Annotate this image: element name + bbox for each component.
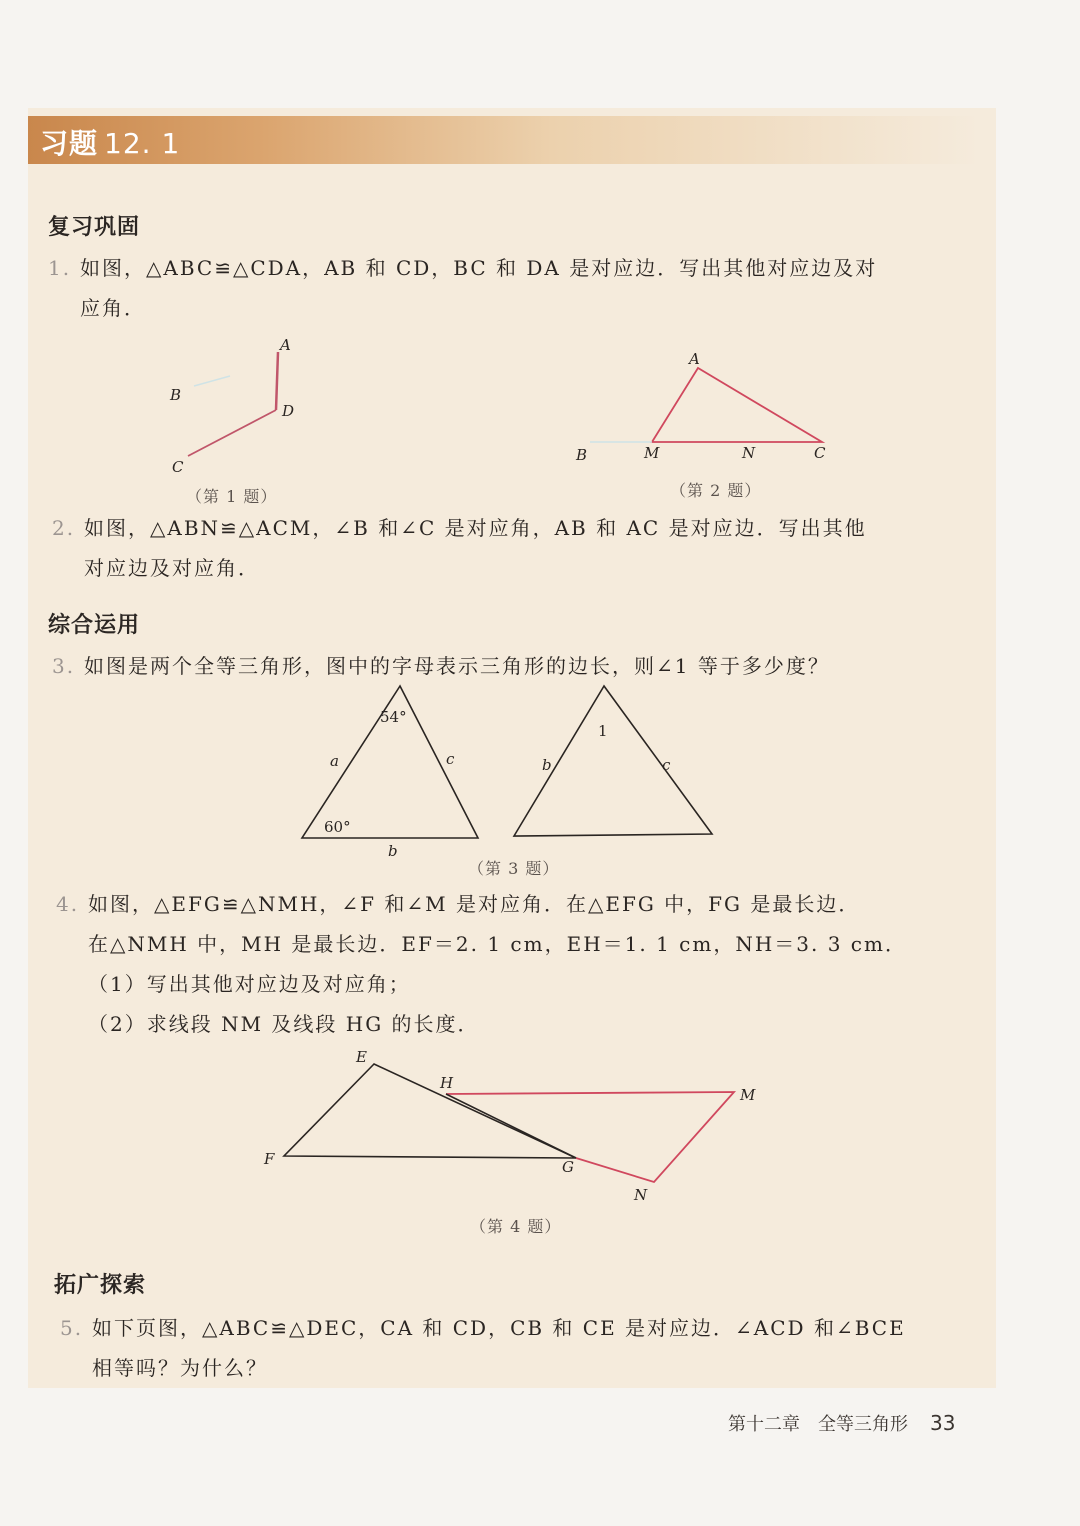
- label-b: B: [170, 386, 182, 404]
- question-number: 3.: [52, 654, 76, 678]
- figure-3: [290, 678, 730, 858]
- sub-question-1: （1）写出其他对应边及对应角；: [88, 972, 411, 996]
- triangle-efg: [284, 1064, 576, 1158]
- label-e: E: [356, 1048, 367, 1066]
- side-a: a: [330, 752, 339, 770]
- label-m: M: [740, 1086, 756, 1104]
- angle-60: 60°: [324, 818, 351, 836]
- question-number: 4.: [56, 892, 80, 916]
- segment-hg: [446, 1094, 576, 1158]
- segment-ba-faint: [194, 376, 230, 386]
- question-text-cont: 相等吗？为什么？: [92, 1356, 268, 1380]
- angle-54: 54°: [380, 708, 407, 726]
- figure-2-caption: （第 2 题）: [670, 481, 762, 500]
- label-c: C: [814, 444, 826, 462]
- question-text: 如图，△ABN≌△ACM，∠B 和∠C 是对应角，AB 和 AC 是对应边．写出其他: [84, 516, 867, 540]
- label-f: F: [264, 1150, 275, 1168]
- label-n: N: [742, 444, 756, 462]
- side-c-right: c: [662, 756, 671, 774]
- label-m: M: [644, 444, 660, 462]
- question-4: [56, 884, 907, 1044]
- question-number: 5.: [60, 1316, 84, 1340]
- question-text-cont: 应角．: [80, 296, 146, 320]
- figure-4-caption: （第 4 题）: [470, 1217, 562, 1236]
- page-number: 33: [930, 1411, 956, 1435]
- chapter-title: 全等三角形: [818, 1414, 908, 1435]
- figure-1-caption: （第 1 题）: [186, 487, 278, 506]
- question-5: [60, 1308, 906, 1388]
- question-1: [48, 248, 877, 328]
- figure-4: [256, 1044, 776, 1204]
- question-number: 1.: [48, 256, 72, 280]
- chapter-label: 第十二章: [728, 1414, 800, 1435]
- label-a: A: [280, 336, 291, 354]
- question-2: [52, 508, 867, 588]
- label-b: B: [576, 446, 588, 464]
- sub-question-2: （2）求线段 NM 及线段 HG 的长度．: [88, 1012, 480, 1036]
- question-text: 如图是两个全等三角形，图中的字母表示三角形的边长，则∠1 等于多少度？: [84, 654, 830, 678]
- label-h: H: [440, 1074, 454, 1092]
- label-a: A: [689, 350, 700, 368]
- section-explore-heading: 拓广探索: [54, 1273, 147, 1298]
- label-c: C: [172, 458, 184, 476]
- label-g: G: [562, 1158, 574, 1176]
- label-n: N: [634, 1186, 648, 1204]
- segment-ad: [276, 352, 278, 410]
- figure-3-caption: （第 3 题）: [468, 859, 560, 878]
- figure-1: [160, 330, 320, 480]
- figure-2: [570, 348, 840, 468]
- side-b-right: b: [542, 756, 552, 774]
- label-d: D: [282, 402, 295, 420]
- section-apply-heading: 综合运用: [48, 613, 141, 638]
- side-b-left: b: [388, 842, 398, 860]
- section-review-heading: 复习巩固: [48, 215, 141, 240]
- question-text: 如图，△ABC≌△CDA，AB 和 CD，BC 和 DA 是对应边．写出其他对应边及对: [80, 256, 878, 280]
- question-text: 如图，△EFG≌△NMH，∠F 和∠M 是对应角．在△EFG 中，FG 是最长边．: [88, 892, 861, 916]
- segment-dc: [188, 410, 276, 456]
- title-word: 习题: [40, 127, 99, 160]
- title-number: 12. 1: [104, 127, 181, 160]
- question-text: 如下页图，△ABC≌△DEC，CA 和 CD，CB 和 CE 是对应边．∠ACD 和∠BCE: [92, 1316, 906, 1340]
- question-text-cont: 在△NMH 中，MH 是最长边．EF＝2. 1 cm，EH＝1. 1 cm，NH＝3. 3 cm．: [88, 932, 907, 956]
- page-footer: [728, 1410, 955, 1436]
- question-number: 2.: [52, 516, 76, 540]
- side-c-left: c: [446, 750, 455, 768]
- exercise-title: [40, 122, 180, 162]
- question-text-cont: 对应边及对应角．: [84, 556, 260, 580]
- triangle-amc: [652, 368, 822, 442]
- triangle-nmh-red: [446, 1092, 734, 1182]
- angle-1: 1: [598, 722, 608, 740]
